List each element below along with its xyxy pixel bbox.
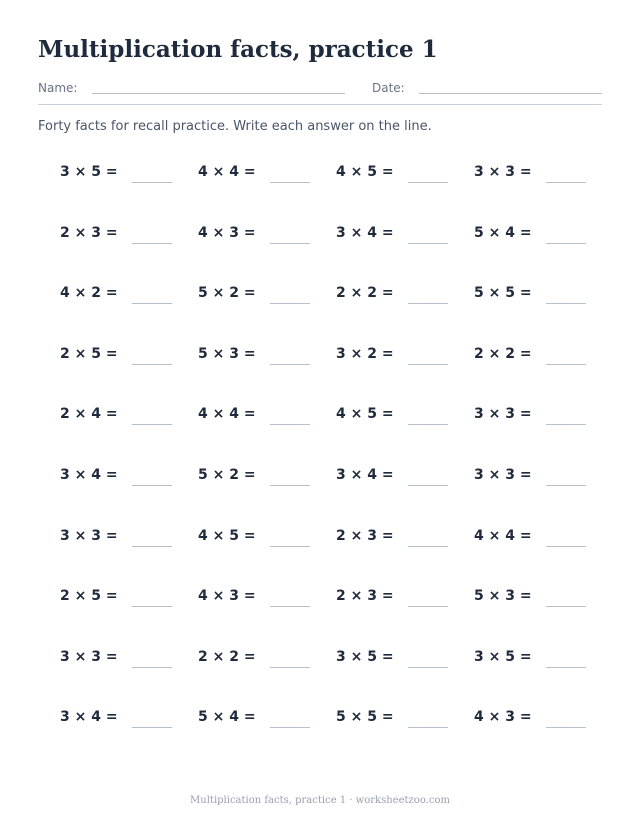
fact-expression: 5 × 2 = — [198, 285, 256, 302]
fact-item — [198, 404, 336, 428]
fact-expression: 2 × 4 = — [60, 406, 118, 423]
answer-line — [132, 303, 172, 304]
fact-item — [60, 647, 198, 671]
fact-item — [198, 162, 336, 186]
fact-expression: 3 × 5 = — [474, 648, 532, 665]
fact-expression: 3 × 4 = — [60, 466, 118, 483]
instructions: Forty facts for recall practice. Write each answer on the line. — [38, 119, 432, 134]
fact-item — [198, 707, 336, 731]
fact-expression: 5 × 5 = — [336, 709, 394, 726]
date-line — [419, 93, 602, 94]
answer-line — [132, 606, 172, 607]
date-label: Date: — [372, 81, 405, 95]
fact-item — [336, 223, 474, 247]
fact-item — [474, 526, 612, 550]
answer-line — [132, 485, 172, 486]
answer-line — [546, 546, 586, 547]
answer-line — [408, 546, 448, 547]
fact-item — [336, 707, 474, 731]
answer-line — [270, 606, 310, 607]
fact-item — [60, 283, 198, 307]
answer-line — [132, 424, 172, 425]
answer-line — [270, 485, 310, 486]
fact-expression: 4 × 4 = — [474, 527, 532, 544]
fact-expression: 3 × 3 = — [60, 648, 118, 665]
fact-expression: 4 × 5 = — [198, 527, 256, 544]
fact-item — [198, 344, 336, 368]
fact-expression: 5 × 3 = — [474, 588, 532, 605]
answer-line — [270, 182, 310, 183]
fact-expression: 4 × 4 = — [198, 406, 256, 423]
fact-expression: 3 × 3 = — [474, 406, 532, 423]
fact-expression: 3 × 2 = — [336, 345, 394, 362]
answer-line — [132, 182, 172, 183]
answer-line — [546, 364, 586, 365]
fact-expression: 2 × 2 = — [198, 648, 256, 665]
fact-item — [60, 162, 198, 186]
answer-line — [132, 546, 172, 547]
header-divider — [38, 104, 602, 105]
answer-line — [408, 485, 448, 486]
fact-expression: 4 × 3 = — [198, 588, 256, 605]
fact-item — [60, 223, 198, 247]
fact-item — [336, 404, 474, 428]
fact-expression: 4 × 3 = — [474, 709, 532, 726]
fact-expression: 4 × 5 = — [336, 406, 394, 423]
answer-line — [546, 727, 586, 728]
fact-item — [336, 526, 474, 550]
header-fields — [38, 78, 602, 100]
answer-line — [408, 727, 448, 728]
fact-expression: 5 × 4 = — [474, 224, 532, 241]
answer-line — [546, 243, 586, 244]
answer-line — [546, 485, 586, 486]
fact-expression: 5 × 5 = — [474, 285, 532, 302]
answer-line — [270, 546, 310, 547]
fact-item — [198, 465, 336, 489]
answer-line — [408, 303, 448, 304]
fact-item — [336, 162, 474, 186]
answer-line — [408, 182, 448, 183]
fact-expression: 4 × 4 = — [198, 164, 256, 180]
fact-item — [60, 586, 198, 610]
page-title: Multiplication facts, practice 1 — [38, 36, 438, 63]
name-label: Name: — [38, 81, 78, 95]
fact-item — [336, 647, 474, 671]
fact-item — [198, 647, 336, 671]
fact-expression: 5 × 3 = — [198, 345, 256, 362]
answer-line — [408, 667, 448, 668]
fact-expression: 2 × 5 = — [60, 345, 118, 362]
name-line — [92, 93, 345, 94]
fact-item — [474, 283, 612, 307]
fact-item — [60, 404, 198, 428]
answer-line — [546, 182, 586, 183]
fact-item — [198, 526, 336, 550]
answer-line — [270, 364, 310, 365]
answer-line — [408, 424, 448, 425]
fact-item — [198, 283, 336, 307]
answer-line — [546, 667, 586, 668]
footer: Multiplication facts, practice 1 · worksheetzoo.com — [190, 795, 450, 806]
fact-expression: 3 × 3 = — [474, 466, 532, 483]
fact-item — [198, 223, 336, 247]
fact-expression: 3 × 3 = — [474, 164, 532, 180]
fact-item — [474, 465, 612, 489]
fact-expression: 4 × 3 = — [198, 224, 256, 241]
fact-expression: 4 × 5 = — [336, 164, 394, 180]
fact-item — [474, 344, 612, 368]
fact-item — [474, 223, 612, 247]
answer-line — [270, 243, 310, 244]
fact-expression: 2 × 3 = — [60, 224, 118, 241]
answer-line — [408, 606, 448, 607]
fact-item — [474, 586, 612, 610]
facts-grid — [60, 162, 600, 768]
fact-expression: 2 × 3 = — [336, 527, 394, 544]
fact-item — [336, 283, 474, 307]
answer-line — [132, 364, 172, 365]
answer-line — [270, 727, 310, 728]
fact-expression: 5 × 4 = — [198, 709, 256, 726]
fact-expression: 3 × 3 = — [60, 527, 118, 544]
fact-expression: 2 × 2 = — [336, 285, 394, 302]
fact-item — [60, 526, 198, 550]
answer-line — [546, 606, 586, 607]
answer-line — [546, 303, 586, 304]
fact-expression: 3 × 5 = — [336, 648, 394, 665]
answer-line — [270, 424, 310, 425]
answer-line — [408, 243, 448, 244]
answer-line — [408, 364, 448, 365]
fact-expression: 3 × 5 = — [60, 164, 118, 180]
fact-expression: 4 × 2 = — [60, 285, 118, 302]
fact-expression: 3 × 4 = — [336, 224, 394, 241]
fact-item — [474, 707, 612, 731]
fact-item — [474, 647, 612, 671]
fact-expression: 3 × 4 = — [60, 709, 118, 726]
fact-expression: 3 × 4 = — [336, 466, 394, 483]
answer-line — [546, 424, 586, 425]
fact-expression: 2 × 2 = — [474, 345, 532, 362]
fact-item — [474, 162, 612, 186]
fact-item — [60, 344, 198, 368]
answer-line — [132, 667, 172, 668]
fact-item — [60, 465, 198, 489]
fact-item — [336, 586, 474, 610]
fact-expression: 5 × 2 = — [198, 466, 256, 483]
fact-item — [474, 404, 612, 428]
answer-line — [270, 303, 310, 304]
answer-line — [270, 667, 310, 668]
fact-item — [60, 707, 198, 731]
answer-line — [132, 727, 172, 728]
fact-item — [336, 465, 474, 489]
fact-item — [198, 586, 336, 610]
fact-expression: 2 × 3 = — [336, 588, 394, 605]
fact-item — [336, 344, 474, 368]
fact-expression: 2 × 5 = — [60, 588, 118, 605]
answer-line — [132, 243, 172, 244]
